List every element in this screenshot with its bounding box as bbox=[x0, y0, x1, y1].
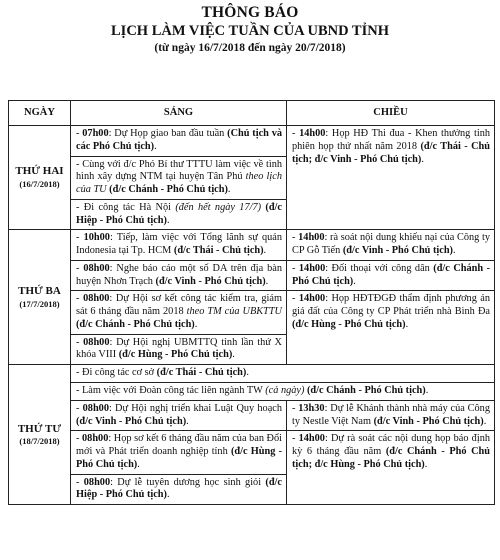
item-end: . bbox=[421, 153, 424, 165]
item-bullet: - bbox=[292, 232, 299, 244]
item-end: . bbox=[166, 214, 170, 226]
item-bullet: - bbox=[76, 201, 84, 213]
item-end: . bbox=[405, 318, 409, 330]
item-end: . bbox=[483, 415, 487, 427]
morning-cell bbox=[71, 126, 287, 230]
item-bullet: - bbox=[76, 433, 83, 445]
item-text: : Dự lễ Khánh thành nhà máy của Công ty Nestle Việt Nam bbox=[292, 402, 490, 427]
item-time: 14h00 bbox=[299, 128, 326, 139]
item-time: 13h30 bbox=[298, 402, 325, 414]
schedule-item bbox=[287, 290, 494, 333]
item-text: Đi công tác Hà Nội bbox=[83, 201, 176, 213]
item-bullet: - bbox=[76, 158, 83, 170]
item-end: . bbox=[452, 245, 456, 257]
item-bullet: - bbox=[76, 293, 84, 305]
item-participant: (đ/c Hùng - Phó Chủ tịch) bbox=[118, 349, 233, 361]
schedule-item bbox=[71, 401, 286, 431]
item-text: : Dự lễ tuyên dương học sinh giỏi bbox=[110, 476, 266, 488]
item-end: . bbox=[424, 458, 428, 470]
item-time: 14h00 bbox=[298, 433, 325, 445]
day-name: THỨ HAI bbox=[15, 165, 64, 178]
schedule-item bbox=[287, 430, 494, 473]
item-text: : Tiếp, làm việc với Tổng lãnh sự quán Indonesia tại Tp. HCM bbox=[76, 232, 282, 257]
item-text: Làm việc với Đoàn công tác liên ngành TW bbox=[82, 385, 266, 397]
item-participant: (đ/c Vinh - Phó Chủ tịch) bbox=[342, 245, 453, 257]
item-time: 08h00 bbox=[83, 476, 111, 488]
item-participant: (đ/c Chánh - Phó Chủ tịch) bbox=[76, 318, 195, 330]
item-participant: (đ/c Chánh - Phó Chủ tịch; đ/c Hùng - Phó Chủ tịch) bbox=[292, 446, 490, 470]
item-bullet: - bbox=[76, 128, 83, 139]
day-cell bbox=[9, 126, 71, 230]
schedule-table bbox=[8, 100, 495, 505]
col-header-morning: SÁNG bbox=[71, 101, 287, 126]
item-end: . bbox=[194, 318, 198, 330]
schedule-item bbox=[71, 156, 286, 199]
item-end: . bbox=[246, 367, 249, 379]
afternoon-cell bbox=[287, 400, 495, 504]
item-end: . bbox=[166, 489, 170, 501]
item-bullet: - bbox=[76, 367, 83, 379]
item-participant: (đ/c Chánh - Phó Chủ tịch) bbox=[106, 184, 228, 196]
afternoon-cell bbox=[287, 126, 495, 230]
schedule-item bbox=[71, 290, 286, 333]
schedule-item bbox=[71, 199, 286, 230]
schedule-item bbox=[287, 401, 494, 431]
item-time: 14h00 bbox=[298, 293, 326, 305]
item-time: 08h00 bbox=[82, 433, 109, 445]
date-range: (từ ngày 16/7/2018 đến ngày 20/7/2018) bbox=[154, 42, 346, 54]
table-row bbox=[9, 230, 495, 365]
notice-title: THÔNG BÁO bbox=[201, 4, 299, 21]
schedule-item bbox=[287, 260, 494, 291]
item-time: 07h00 bbox=[82, 128, 109, 139]
schedule-item bbox=[71, 474, 286, 505]
item-participant: (đ/c Thái - Chủ tịch; đ/c Vinh - Phó Chủ tịch) bbox=[292, 140, 490, 165]
item-bullet: - bbox=[76, 385, 83, 397]
schedule-item bbox=[71, 260, 286, 291]
item-end: . bbox=[425, 385, 429, 397]
item-end: . bbox=[263, 245, 267, 257]
item-participant: (đ/c Hiệp - Phó Chủ tịch) bbox=[76, 201, 282, 226]
item-participant: (đ/c Thái - Chủ tịch) bbox=[173, 245, 264, 257]
schedule-item bbox=[71, 365, 494, 382]
item-text: : Họp HĐTĐGĐ thẩm định phương án giá đất của Công ty CP Phát triển nhà Bình Đa bbox=[292, 293, 490, 318]
schedule-subtitle: LỊCH LÀM VIỆC TUẦN CỦA UBND TỈNH bbox=[111, 23, 389, 39]
item-participant: (đ/c Chánh - Phó Chủ tịch) bbox=[304, 385, 426, 397]
item-note: (cả ngày) bbox=[265, 385, 305, 397]
item-text: Đi công tác cơ sở bbox=[82, 367, 157, 379]
col-header-afternoon: CHIỀU bbox=[287, 101, 495, 126]
item-end: . bbox=[265, 275, 269, 287]
morning-cell bbox=[71, 400, 287, 504]
col-header-day: NGÀY bbox=[9, 101, 71, 126]
schedule-item bbox=[71, 383, 494, 400]
item-text: : rà soát nội dung khiếu nại của Công ty CP Gỗ Tiến bbox=[292, 232, 490, 257]
table-row bbox=[9, 383, 495, 401]
item-end: . bbox=[154, 140, 157, 152]
item-bullet: - bbox=[292, 262, 299, 274]
item-time: 08h00 bbox=[83, 262, 110, 274]
item-time: 14h00 bbox=[298, 262, 326, 274]
item-text: : Dự Hội sơ kết công tác kiểm tra, giám sát 6 tháng đầu năm 2018 bbox=[76, 293, 282, 318]
item-participant: (đ/c Chánh - Phó Chủ tịch) bbox=[292, 262, 490, 287]
item-bullet: - bbox=[76, 336, 84, 348]
table-row bbox=[9, 400, 495, 504]
day-date: (18/7/2018) bbox=[19, 436, 60, 447]
schedule-item bbox=[71, 430, 286, 473]
item-bullet: - bbox=[76, 232, 84, 244]
item-participant: (đ/c Vinh - Phó Chủ tịch) bbox=[373, 415, 484, 427]
schedule-item bbox=[71, 334, 286, 365]
item-note: theo lịch của TU bbox=[76, 171, 282, 196]
item-participant: (đ/c Hùng - Phó Chủ tịch) bbox=[292, 318, 406, 330]
day-name: THỨ BA bbox=[18, 285, 61, 298]
item-bullet: - bbox=[292, 402, 299, 414]
item-participant: (đ/c Vinh - Phó Chủ tịch) bbox=[155, 275, 266, 287]
table-row bbox=[9, 365, 495, 383]
item-time: 10h00 bbox=[83, 232, 110, 244]
item-text: : Dự Hội nghị UBMTTQ tỉnh lần thứ X khóa VIII bbox=[76, 336, 282, 361]
item-text: : Họp sơ kết 6 tháng đầu năm của ban Đổi mới và Phát triển doanh nghiệp tỉnh bbox=[76, 433, 282, 458]
item-bullet: - bbox=[76, 476, 84, 488]
item-time: 08h00 bbox=[82, 402, 109, 414]
item-bullet: - bbox=[76, 262, 84, 274]
item-time: 08h00 bbox=[83, 336, 110, 348]
schedule-item bbox=[71, 126, 286, 156]
item-end: . bbox=[137, 458, 140, 470]
item-text: : Dự Họp giao ban đầu tuần bbox=[108, 128, 228, 139]
item-text: : Nghe báo cáo một số DA trên địa bàn huyện Nhơn Trạch bbox=[76, 262, 282, 287]
item-time: 08h00 bbox=[83, 293, 110, 305]
item-bullet: - bbox=[292, 433, 299, 445]
item-bullet: - bbox=[292, 128, 300, 139]
item-text: Cùng với đ/c Phó Bí thư TTTU làm việc về tình hình xây dựng NTM tại huyện Tân Phú bbox=[76, 158, 282, 183]
item-participant: (đ/c Hùng - Phó Chủ tịch) bbox=[76, 446, 282, 470]
schedule-item bbox=[71, 230, 286, 260]
item-participant: (Chủ tịch và các Phó Chủ tịch) bbox=[76, 128, 283, 152]
item-participant: (đ/c Thái - Chủ tịch) bbox=[156, 367, 247, 379]
item-text: : Đối thoại với công dân bbox=[325, 262, 434, 274]
item-note: theo TM của UBKTTU bbox=[186, 306, 282, 318]
day-date: (17/7/2018) bbox=[19, 298, 60, 309]
day-date: (16/7/2018) bbox=[19, 179, 60, 190]
item-text: : Dự Hội nghị triển khai Luật Quy hoạch bbox=[108, 402, 282, 414]
item-bullet: - bbox=[292, 293, 299, 305]
table-header-row bbox=[9, 101, 495, 126]
item-text: : Dự rà soát các nội dung họp báo định kỳ 6 tháng đầu năm bbox=[292, 433, 490, 458]
item-end: . bbox=[227, 184, 231, 196]
day-cell bbox=[9, 365, 71, 505]
schedule-item bbox=[287, 126, 494, 168]
full-width-cell bbox=[71, 365, 495, 383]
item-note: (đến hết ngày 17/7) bbox=[175, 201, 262, 213]
table-row bbox=[9, 126, 495, 230]
item-text: : Họp HĐ Thi đua - Khen thưởng tỉnh phiên họp thứ nhất năm 2018 bbox=[292, 128, 490, 152]
item-time: 14h00 bbox=[298, 232, 325, 244]
day-cell bbox=[9, 230, 71, 365]
morning-cell bbox=[71, 230, 287, 365]
day-name: THỨ TƯ bbox=[17, 422, 62, 435]
schedule-body bbox=[9, 126, 495, 505]
item-end: . bbox=[232, 349, 235, 361]
item-participant: (đ/c Hiệp - Phó Chủ tịch) bbox=[76, 476, 282, 501]
item-end: . bbox=[353, 275, 356, 287]
full-width-cell bbox=[71, 383, 495, 401]
item-participant: (đ/c Vinh - Phó Chủ tịch) bbox=[76, 415, 187, 427]
schedule-item bbox=[287, 230, 494, 260]
afternoon-cell bbox=[287, 230, 495, 365]
item-bullet: - bbox=[76, 402, 83, 414]
item-end: . bbox=[186, 415, 189, 427]
